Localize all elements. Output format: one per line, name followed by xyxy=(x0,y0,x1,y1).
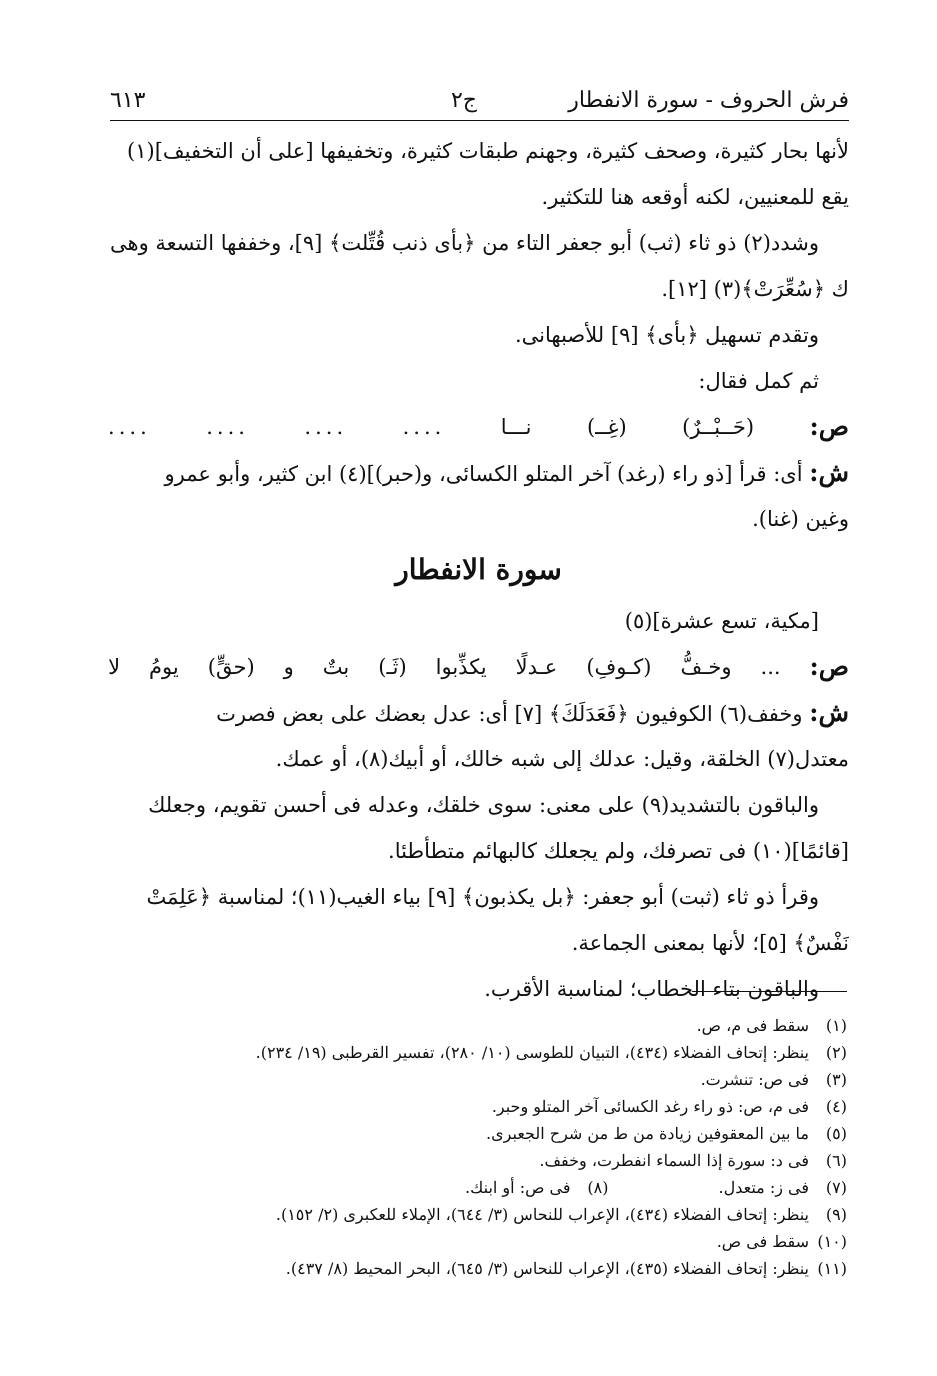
verse-word: ... xyxy=(760,655,781,679)
footnote-text: ما بين المعقوفين زيادة من ط من شرح الجعبرى. xyxy=(486,1124,809,1143)
text-line: وغين (غنا). xyxy=(752,507,849,531)
verse-word: (كـوفِ) xyxy=(586,655,652,679)
footnote-number: (٣) xyxy=(825,1070,847,1089)
footnote-number: (١) xyxy=(825,1016,847,1035)
footnote-text: فى ز: متعدل. xyxy=(718,1178,809,1197)
text-line: لأنها بحار كثيرة، وصحف كثيرة، وجهنم طبقات كثيرة، وتخفيفها [على أن التخفيف](١) xyxy=(127,139,849,163)
footnote-text: فى د: سورة إذا السماء انفطرت، وخفف. xyxy=(539,1151,809,1170)
footnote xyxy=(108,1174,847,1201)
verse-word: و xyxy=(283,655,294,679)
footnote-number: (٦) xyxy=(825,1151,847,1170)
verse-word: نـــا xyxy=(500,415,532,439)
footnote-text: فى ص: تنشرت. xyxy=(700,1070,809,1089)
footnote xyxy=(108,1039,847,1066)
text-line: وشدد(٢) ذو ثاء (ثب) أبو جعفر التاء من ﴿بأى ذنب قُتِّلت﴾ [٩]، وخففها التسعة وهى xyxy=(110,231,819,255)
footnote-number: (٤) xyxy=(825,1097,847,1116)
footnote xyxy=(108,1201,847,1228)
text-line: وقرأ ذو ثاء (ثبت) أبو جعفر: ﴿بل يكذبون﴾ [٩] بياء الغيب(١١)؛ لمناسبة ﴿عَلِمَتْ xyxy=(146,885,819,909)
text-line: يقع للمعنيين، لكنه أوقعه هنا للتكثير. xyxy=(541,185,849,209)
footnote-number: (٨) xyxy=(587,1178,609,1197)
verse-label: ص: xyxy=(809,652,849,681)
footnote xyxy=(108,1066,847,1093)
commentary-text: أى: قرأ [ذو راء (رغد) آخر المتلو الكسائى، و(حبر)](٤) ابن كثير، وأبو عمرو xyxy=(164,462,803,486)
verse-word: عـدلًا xyxy=(515,655,558,679)
running-header xyxy=(110,80,849,121)
footnote xyxy=(108,1147,847,1174)
text-line: نَفْسٌ﴾ [٥]؛ لأنها بمعنى الجماعة. xyxy=(571,931,849,955)
footnote-text: سقط فى ص. xyxy=(716,1232,809,1251)
verse-word: وخـفُّ xyxy=(680,655,732,679)
commentary-line xyxy=(108,690,849,736)
verse-word: يكذِّبوا xyxy=(435,655,487,679)
verse-word: (غِــ) xyxy=(586,415,627,439)
text-line: والباقون بتاء الخطاب؛ لمناسبة الأقرب. xyxy=(484,977,819,1001)
footnote xyxy=(108,1255,847,1282)
footnote xyxy=(108,1228,847,1255)
footnote-number: (٩) xyxy=(825,1205,847,1224)
commentary-line xyxy=(108,450,849,496)
commentary-label: ش: xyxy=(809,698,849,727)
footnote-number: (٢) xyxy=(825,1043,847,1062)
main-text xyxy=(108,128,849,1012)
footnote-text: سقط فى م، ص. xyxy=(696,1016,809,1035)
page-number: ٦١٣ xyxy=(110,88,146,113)
header-title: فرش الحروف - سورة الانفطار xyxy=(568,88,849,113)
verse-line xyxy=(108,404,849,450)
footnote-text: فى ص: أو ابنك. xyxy=(465,1178,571,1197)
footnote-number: (٧) xyxy=(825,1178,847,1197)
commentary-text: وخفف(٦) الكوفيون ﴿فَعَدَلَكَ﴾ [٧] أى: عدل بعضك على بعض فصرت xyxy=(216,702,803,726)
text-line: [قائمًا](١٠) فى تصرفك، ولم يجعلك كالبهائم متطأطئا. xyxy=(388,839,849,863)
text-line: والباقون بالتشديد(٩) على معنى: سوى خلقك، وعدله فى أحسن تقويم، وجعلك xyxy=(148,793,819,817)
verse-word: (حَــبْــرٌ) xyxy=(682,415,755,439)
footnote xyxy=(108,1120,847,1147)
footnote-text: فى م، ص: ذو راء رغد الكسائى آخر المتلو وحبر. xyxy=(491,1097,809,1116)
verse-line xyxy=(108,644,849,690)
text-line: معتدل(٧) الخلقة، وقيل: عدلك إلى شبه خالك، أو أبيك(٨)، أو عمك. xyxy=(275,747,849,771)
footnote-text: ينظر: إتحاف الفضلاء (٤٣٤)، التبيان للطوسى (١٠/ ٢٨٠)، تفسير القرطبى (١٩/ ٢٣٤). xyxy=(255,1043,809,1062)
text-line: ثم كمل فقال: xyxy=(698,369,819,393)
verse-dots: .... xyxy=(108,415,151,439)
footnote-number: (١١) xyxy=(817,1259,847,1278)
text-line: [مكية، تسع عشرة](٥) xyxy=(624,609,819,633)
footnote-number: (٥) xyxy=(825,1124,847,1143)
verse-label: ص: xyxy=(809,412,849,441)
footnote-text: ينظر: إتحاف الفضلاء (٤٣٥)، الإعراب للنحاس (٣/ ٦٤٥)، البحر المحيط (٨/ ٤٣٧). xyxy=(285,1259,809,1278)
footnote-text: ينظر: إتحاف الفضلاء (٤٣٤)، الإعراب للنحاس (٣/ ٦٤٤)، الإملاء للعكبرى (٢/ ١٥٢). xyxy=(275,1205,809,1224)
sura-title: سورة الانفطار xyxy=(395,553,562,586)
verse-dots: .... xyxy=(304,415,348,439)
verse-word: لا xyxy=(108,655,121,679)
text-line: وتقدم تسهيل ﴿بأى﴾ [٩] للأصبهانى. xyxy=(514,323,819,347)
footnote-divider xyxy=(692,991,847,992)
verse-word: بتٌ xyxy=(322,655,350,679)
footnote-number: (١٠) xyxy=(817,1232,847,1251)
header-volume: ج٢ xyxy=(450,88,477,113)
text-line: ك ﴿سُعِّرَتْ﴾(٣) [١٢]. xyxy=(661,277,849,301)
verse-word: (ثَـ) xyxy=(378,655,407,679)
commentary-label: ش: xyxy=(809,458,849,487)
verse-word: يومُ xyxy=(149,655,179,679)
footnote xyxy=(108,1012,847,1039)
verse-word: (حقٍّ) xyxy=(207,655,255,679)
verse-dots: .... xyxy=(402,415,446,439)
verse-dots: .... xyxy=(206,415,249,439)
footnote xyxy=(108,1093,847,1120)
footnotes xyxy=(108,1012,847,1282)
